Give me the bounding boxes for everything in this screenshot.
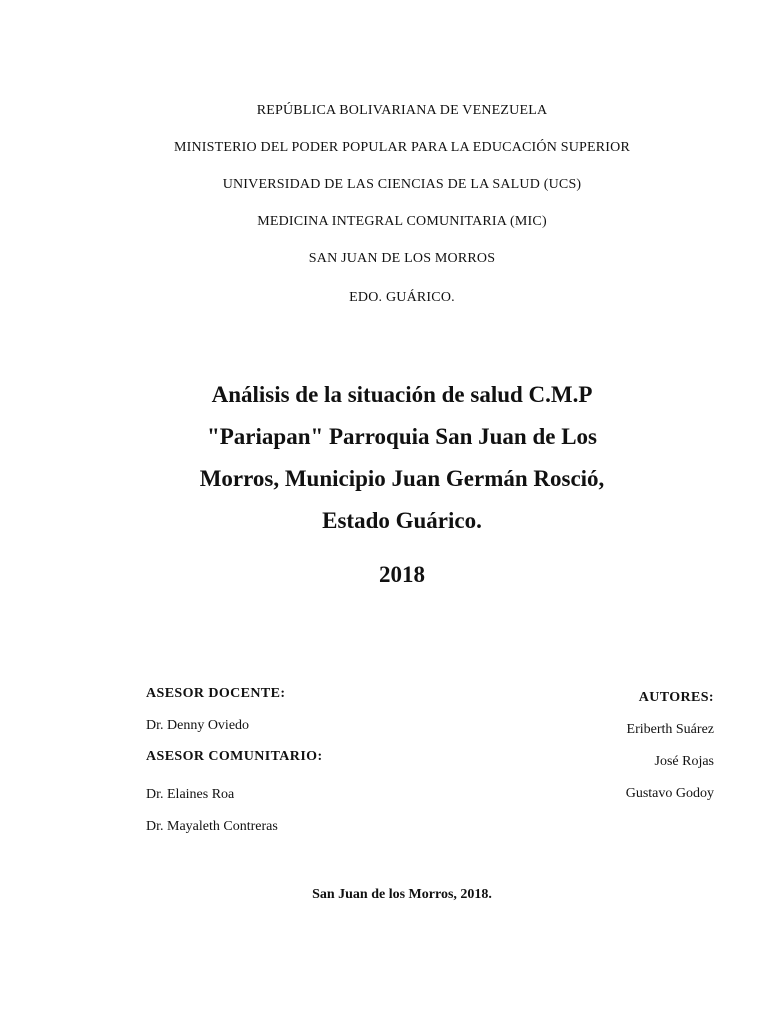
author-name-2: José Rojas	[654, 754, 714, 769]
header-line-ministry: MINISTERIO DEL PODER POPULAR PARA LA EDUCACIÓN SUPERIOR	[173, 140, 631, 155]
header-line-republic: REPÚBLICA BOLIVARIANA DE VENEZUELA	[256, 103, 548, 118]
header-line-program: MEDICINA INTEGRAL COMUNITARIA (MIC)	[257, 214, 547, 229]
title-line-4: Estado Guárico.	[322, 508, 482, 533]
community-advisor-name-2: Dr. Mayaleth Contreras	[146, 819, 278, 834]
teaching-advisor-name: Dr. Denny Oviedo	[146, 718, 250, 733]
community-advisor-name-1: Dr. Elaines Roa	[146, 787, 235, 802]
header-line-university: UNIVERSIDAD DE LAS CIENCIAS DE LA SALUD (UCS)	[222, 177, 582, 192]
header-line-city: SAN JUAN DE LOS MORROS	[308, 251, 496, 266]
author-name-3: Gustavo Godoy	[625, 786, 714, 801]
place-date: San Juan de los Morros, 2018.	[312, 887, 492, 902]
title-line-1: Análisis de la situación de salud C.M.P	[211, 382, 593, 407]
title-year: 2018	[379, 562, 425, 587]
author-name-1: Eriberth Suárez	[626, 722, 714, 737]
title-line-2: "Pariapan" Parroquia San Juan de Los	[206, 424, 597, 449]
title-line-3: Morros, Municipio Juan Germán Rosció,	[199, 466, 605, 491]
header-line-state: EDO. GUÁRICO.	[349, 290, 455, 305]
community-advisor-label: ASESOR COMUNITARIO:	[146, 749, 323, 764]
authors-label: AUTORES:	[638, 690, 714, 705]
teaching-advisor-label: ASESOR DOCENTE:	[146, 686, 286, 701]
